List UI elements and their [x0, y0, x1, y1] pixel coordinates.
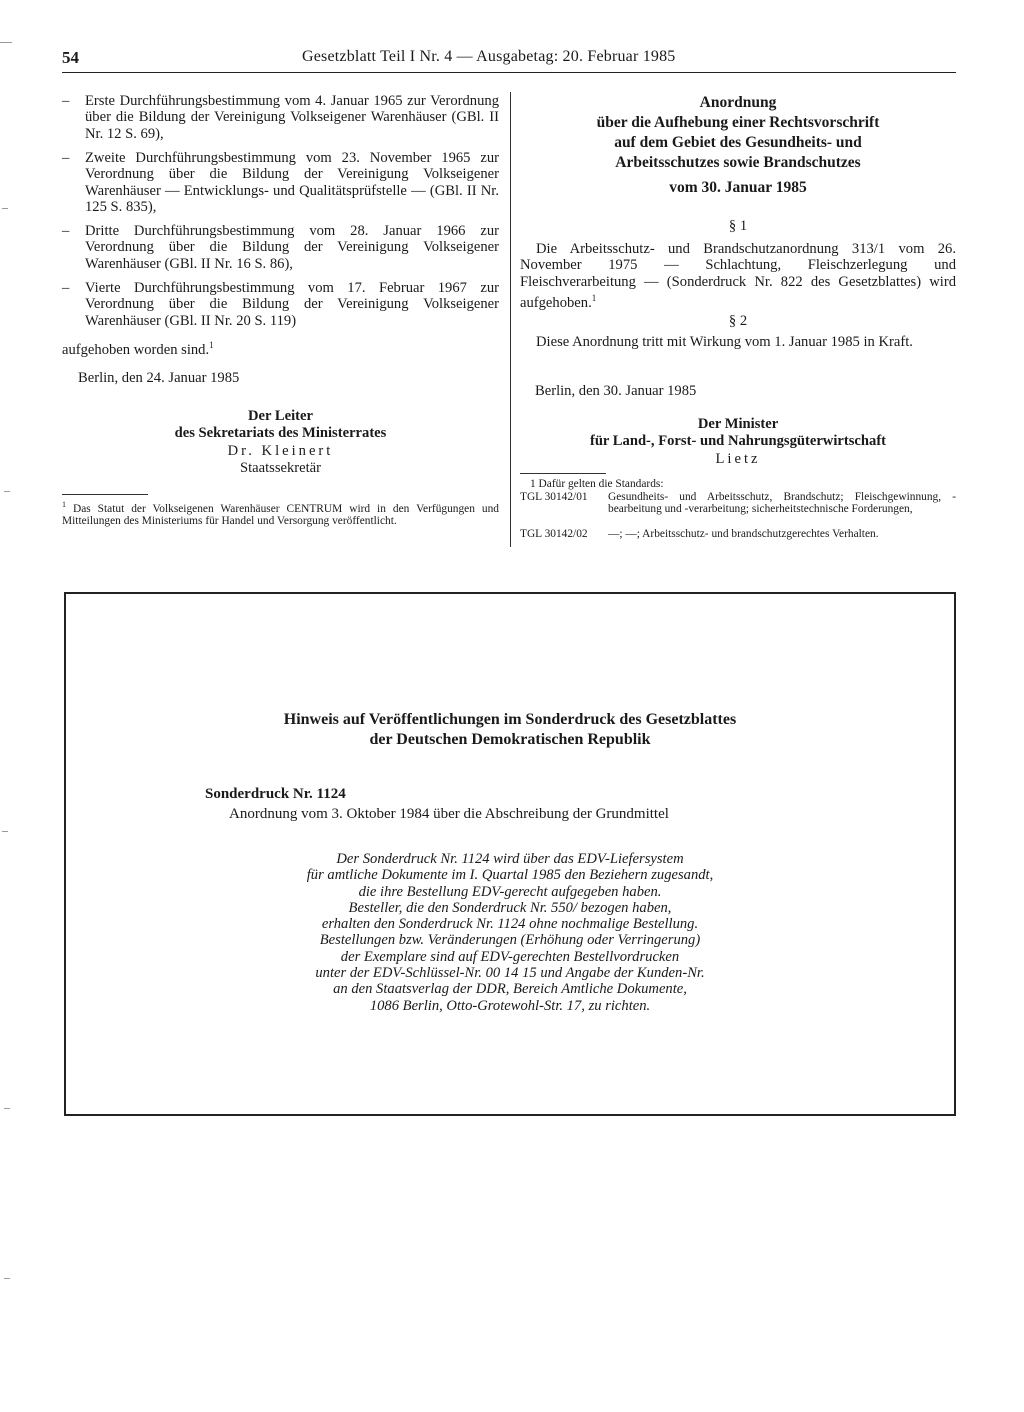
notice-line: für amtliche Dokumente im I. Quartal 1985 den Beziehern zugesandt,	[306, 867, 714, 884]
notice-line: der Exemplare sind auf EDV-gerechten Bestellvordrucken	[340, 948, 680, 965]
heading-line: auf dem Gebiet des Gesundheits- und	[614, 134, 862, 151]
closing-text: aufgehoben worden sind.	[62, 341, 210, 358]
footnote-ref: 1	[209, 340, 214, 350]
closing-line	[62, 337, 499, 358]
list-dash: –	[62, 280, 70, 296]
column-divider	[510, 92, 511, 547]
footnote-text: Das Statut der Volkseigenen Warenhäuser CENTRUM wird in den Verfügungen und Mitteilungen des Ministeriums für Handel und Versorgung veröffentlicht.	[62, 502, 499, 528]
notice-line: Besteller, die den Sonderdruck Nr. 550/ bezogen haben,	[348, 899, 672, 916]
header-rule	[62, 72, 956, 73]
right-heading	[520, 93, 956, 173]
list-item	[62, 93, 499, 142]
right-signatory-title: Der Minister	[697, 416, 779, 432]
right-footnote-rule	[520, 473, 606, 474]
scan-mark: –	[2, 200, 8, 214]
notice-line: 1086 Berlin, Otto-Grotewohl-Str. 17, zu richten.	[369, 997, 651, 1014]
footnote-mark: 1	[62, 500, 66, 509]
list-item-text: Erste Durchführungsbestimmung vom 4. Januar 1965 zur Verordnung über die Bildung der Vereinigung Volkseigener Warenhäuser (GBl. II Nr. 12 S. 69),	[85, 93, 499, 142]
notice-instructions	[180, 851, 840, 1014]
notice-title: Hinweis auf Veröffentlichungen im Sonderdruck des Gesetzblattes	[283, 711, 737, 728]
notice-line: die ihre Bestellung EDV-gerecht aufgegeben haben.	[358, 883, 662, 900]
heading-date: vom 30. Januar 1985	[669, 179, 807, 196]
scan-mark: –	[4, 1100, 10, 1114]
signatory-role: Staatssekretär	[239, 460, 322, 476]
list-item-text: Zweite Durchführungsbestimmung vom 23. November 1965 zur Verordnung über die Bildung der Vereinigung Volkseigener Warenhäuser — Entwicklungs- und Qualitätsprüfstelle — (GBl. II Nr. 125 S. 835),	[85, 150, 499, 215]
section-2-label: § 2	[728, 313, 748, 329]
footnote	[62, 499, 499, 528]
scan-mark: –	[4, 1270, 10, 1284]
list-dash: –	[62, 150, 70, 166]
notice-line: an den Staatsverlag der DDR, Bereich Amtliche Dokumente,	[333, 981, 687, 998]
list-item	[62, 280, 499, 329]
list-dash: –	[62, 223, 70, 239]
notice-line: erhalten den Sonderdruck Nr. 1124 ohne nochmalige Bestellung.	[321, 916, 699, 933]
right-footnote-intro: 1 Dafür gelten die Standards:	[530, 478, 664, 490]
footnote-rule	[62, 494, 148, 495]
notice-line: unter der EDV-Schlüssel-Nr. 00 14 15 und Angabe der Kunden-Nr.	[315, 965, 705, 982]
standard-row	[520, 491, 956, 516]
heading-line: über die Aufhebung einer Rechtsvorschrift	[596, 114, 880, 131]
list-item	[62, 223, 499, 272]
list-item	[62, 150, 499, 215]
scan-mark: –	[4, 483, 10, 497]
section-2-text: Diese Anordnung tritt mit Wirkung vom 1. Januar 1985 in Kraft.	[536, 334, 913, 350]
list-dash: –	[62, 93, 70, 109]
footnote-ref: 1	[591, 292, 597, 303]
list-item-text: Vierte Durchführungsbestimmung vom 17. Februar 1967 zur Verordnung über die Bildung der Vereinigung Volkseigener Warenhäuser (GBl. II Nr. 20 S. 119)	[85, 280, 499, 329]
signatory-title: Der Leiter	[248, 408, 313, 424]
signatory-office: des Sekretariats des Ministerrates	[174, 425, 387, 441]
notice-subtitle: der Deutschen Demokratischen Republik	[369, 731, 651, 748]
list-item-text: Dritte Durchführungsbestimmung vom 28. Januar 1966 zur Verordnung über die Bildung der Vereinigung Volkseigener Warenhäuser (GBl. II Nr. 16 S. 86),	[85, 223, 499, 272]
notice-line: Der Sonderdruck Nr. 1124 wird über das EDV-Liefersystem	[336, 851, 684, 867]
standard-text: Gesundheits- und Arbeitsschutz, Brandschutz; Fleischgewinnung, -bearbeitung und -verarbeitung; sicherheitstechnische Forderungen,	[608, 491, 956, 516]
right-place-date: Berlin, den 30. Januar 1985	[535, 383, 697, 399]
page-header	[62, 48, 956, 70]
page-number: 54	[62, 48, 79, 67]
heading-line: Arbeitsschutzes sowie Brandschutzes	[615, 154, 861, 171]
notice-line: Bestellungen bzw. Veränderungen (Erhöhung oder Verringerung)	[319, 932, 701, 949]
right-signatory-name: Lietz	[715, 451, 761, 467]
signatory-name: Dr. Kleinert	[227, 443, 334, 459]
right-signatory-office: für Land-, Forst- und Nahrungsgüterwirtschaft	[589, 433, 887, 449]
sonderdruck-label: Sonderdruck Nr. 1124	[205, 786, 346, 802]
standard-text: —; —; Arbeitsschutz- und brandschutzgerechtes Verhalten.	[608, 528, 879, 540]
section-1-text	[520, 241, 956, 311]
sonderdruck-title: Anordnung vom 3. Oktober 1984 über die Abschreibung der Grundmittel	[229, 806, 669, 822]
header-title: Gesetzblatt Teil I Nr. 4 — Ausgabetag: 20. Februar 1985	[302, 48, 676, 65]
standard-code: TGL 30142/02	[520, 528, 588, 540]
section-1-body: Die Arbeitsschutz- und Brandschutzanordnung 313/1 vom 26. November 1975 — Schlachtung, Fleischzerlegung und Fleischverarbeitung — (Sonderdruck Nr. 822 des Gesetzblattes) wird aufgehoben.	[520, 241, 956, 311]
standard-code: TGL 30142/01	[520, 491, 588, 503]
heading-line: Anordnung	[699, 94, 777, 111]
scan-mark: –	[2, 823, 8, 837]
section-1-label: § 1	[728, 218, 748, 234]
place-date: Berlin, den 24. Januar 1985	[78, 370, 240, 386]
scan-mark: —	[0, 34, 12, 48]
standard-row	[520, 528, 956, 540]
